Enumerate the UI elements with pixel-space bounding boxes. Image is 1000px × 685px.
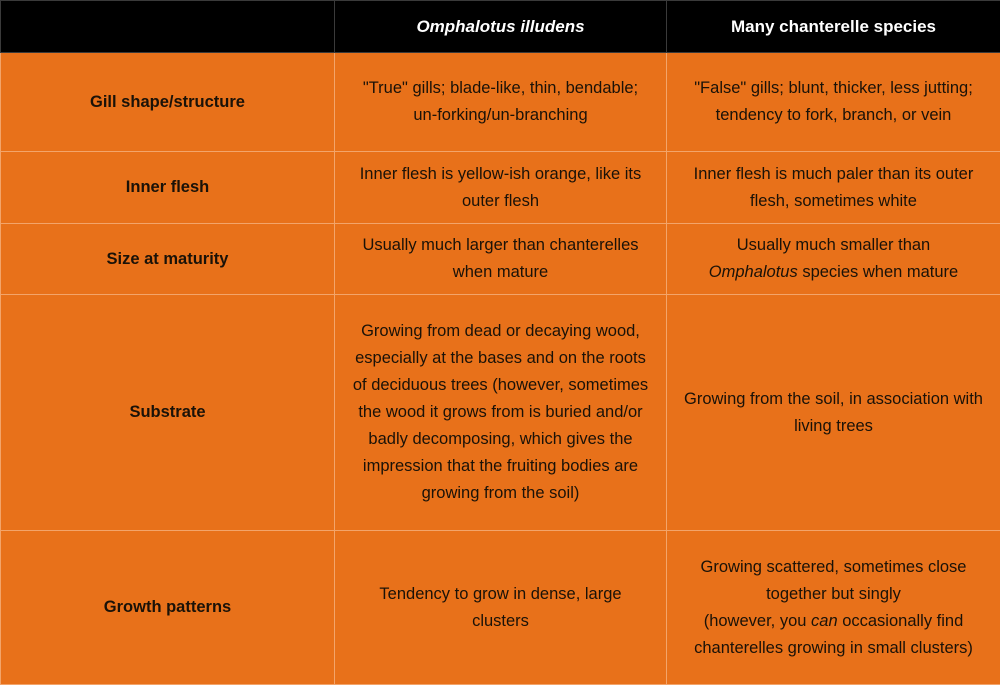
table-row	[1, 224, 1000, 295]
cell-omphalotus-gill-shape: "True" gills; blade-like, thin, bendable; un-forking/un-branching	[335, 53, 667, 152]
cell-chanterelle-inner-flesh: Inner flesh is much paler than its outer flesh, sometimes white	[667, 152, 1000, 224]
row-label-substrate: Substrate	[1, 295, 335, 531]
cell-chanterelle-gill-shape: "False" gills; blunt, thicker, less jutting; tendency to fork, branch, or vein	[667, 53, 1000, 152]
table-row	[1, 53, 1000, 152]
text-segment: species when mature	[798, 263, 959, 281]
text-segment: (however, you	[704, 612, 811, 630]
cell-omphalotus-substrate: Growing from dead or decaying wood, especially at the bases and on the roots of deciduous trees (however, sometimes the wood it grows from is buried and/or badly decomposing, which gives the impression that the fruiting bodies are growing from the soil)	[335, 295, 667, 531]
cell-chanterelle-substrate: Growing from the soil, in association with living trees	[667, 295, 1000, 531]
cell-chanterelle-size	[667, 224, 1000, 295]
row-label-growth: Growth patterns	[1, 531, 335, 685]
text-segment: Growing scattered, sometimes close together but singly	[701, 558, 967, 603]
row-label-inner-flesh: Inner flesh	[1, 152, 335, 224]
table-row	[1, 152, 1000, 224]
row-label-gill-shape: Gill shape/structure	[1, 53, 335, 152]
cell-omphalotus-size: Usually much larger than chanterelles when mature	[335, 224, 667, 295]
cell-omphalotus-growth: Tendency to grow in dense, large clusters	[335, 531, 667, 685]
table-body	[1, 53, 1000, 685]
table-row	[1, 531, 1000, 685]
header-row	[1, 1, 1000, 53]
cell-omphalotus-inner-flesh: Inner flesh is yellow-ish orange, like its outer flesh	[335, 152, 667, 224]
italic-emphasis: can	[811, 612, 838, 630]
header-chanterelle: Many chanterelle species	[667, 1, 1000, 53]
text-segment: Usually much smaller than	[737, 236, 931, 254]
cell-chanterelle-growth	[667, 531, 1000, 685]
row-label-size: Size at maturity	[1, 224, 335, 295]
table-header	[1, 1, 1000, 53]
italic-genus: Omphalotus	[709, 263, 798, 281]
text-segment: occasionally find chanterelles growing in small clusters)	[694, 612, 973, 657]
header-empty-cell	[1, 1, 335, 53]
table-row	[1, 295, 1000, 531]
header-omphalotus: Omphalotus illudens	[335, 1, 667, 53]
